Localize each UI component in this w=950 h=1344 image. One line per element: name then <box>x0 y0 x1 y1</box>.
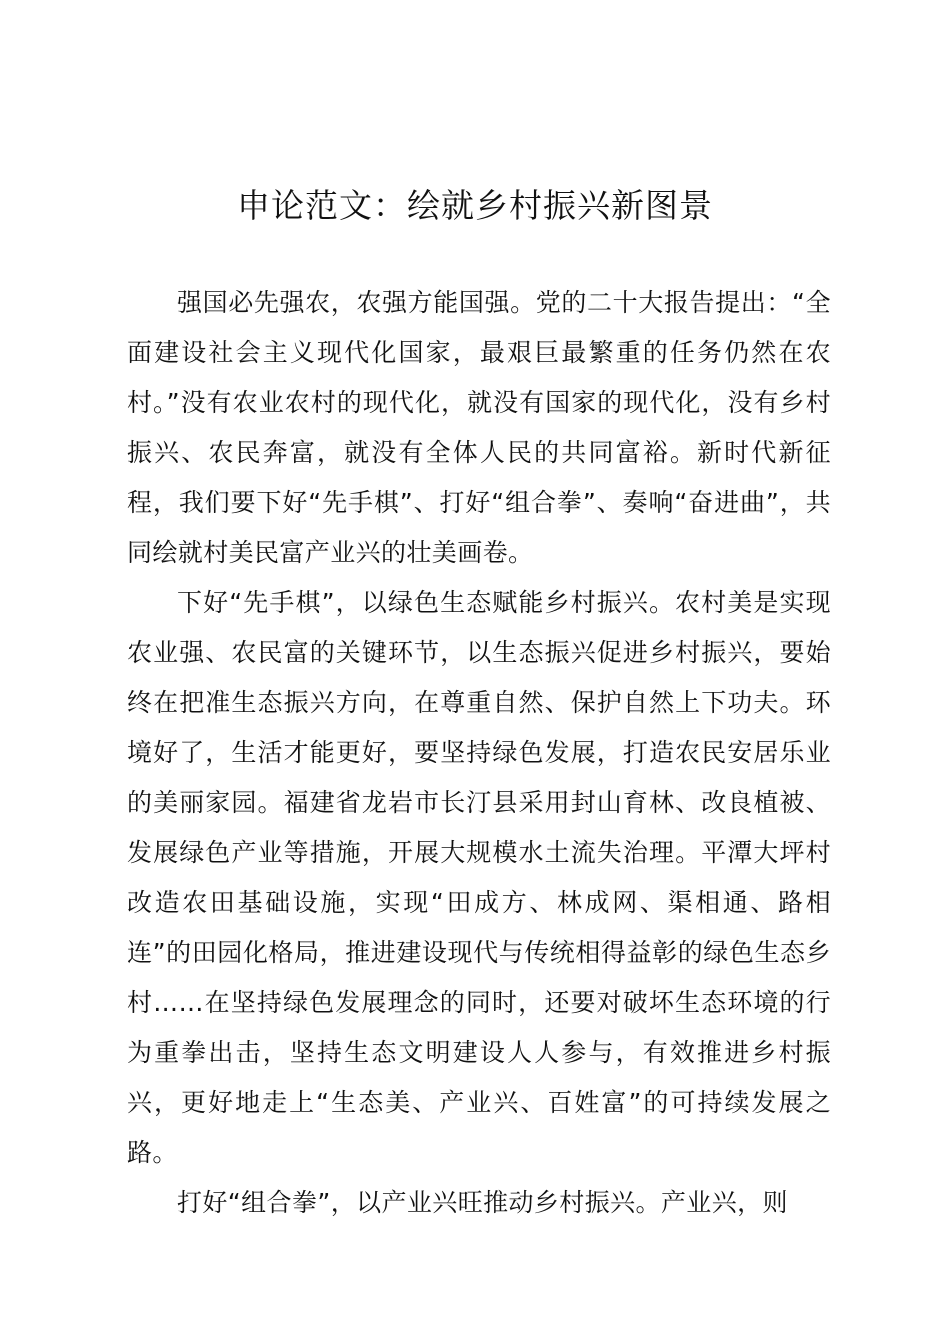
paragraph-1: 强国必先强农，农强方能国强。党的二十大报告提出：“全面建设社会主义现代化国家，最艰巨最繁重的任务仍然在农村。”没有农业农村的现代化，就没有国家的现代化，没有乡村振兴、农民奔富，就没有全体人民的共同富裕。新时代新征程，我们要下好“先手棋”、打好“组合拳”、奏响“奋进曲”，共同绘就村美民富产业兴的壮美画卷。 <box>127 288 831 567</box>
paragraph-3: 打好“组合拳”，以产业兴旺推动乡村振兴。产业兴，则 <box>177 1188 788 1217</box>
document-title: 申论范文：绘就乡村振兴新图景 <box>237 186 713 225</box>
document-body <box>127 278 831 1228</box>
paragraph-2: 下好“先手棋”，以绿色生态赋能乡村振兴。农村美是实现农业强、农民富的关键环节，以生态振兴促进乡村振兴，要始终在把准生态振兴方向，在尊重自然、保护自然上下功夫。环境好了，生活才能更好，要坚持绿色发展，打造农民安居乐业的美丽家园。福建省龙岩市长汀县采用封山育林、改良植被、发展绿色产业等措施，开展大规模水土流失治理。平潭大坪村改造农田基础设施，实现“田成方、林成网、渠相通、路相连”的田园化格局，推进建设现代与传统相得益彰的绿色生态乡村……在坚持绿色发展理念的同时，还要对破坏生态环境的行为重拳出击，坚持生态文明建设人人参与，有效推进乡村振兴，更好地走上“生态美、产业兴、百姓富”的可持续发展之路。 <box>127 588 831 1167</box>
